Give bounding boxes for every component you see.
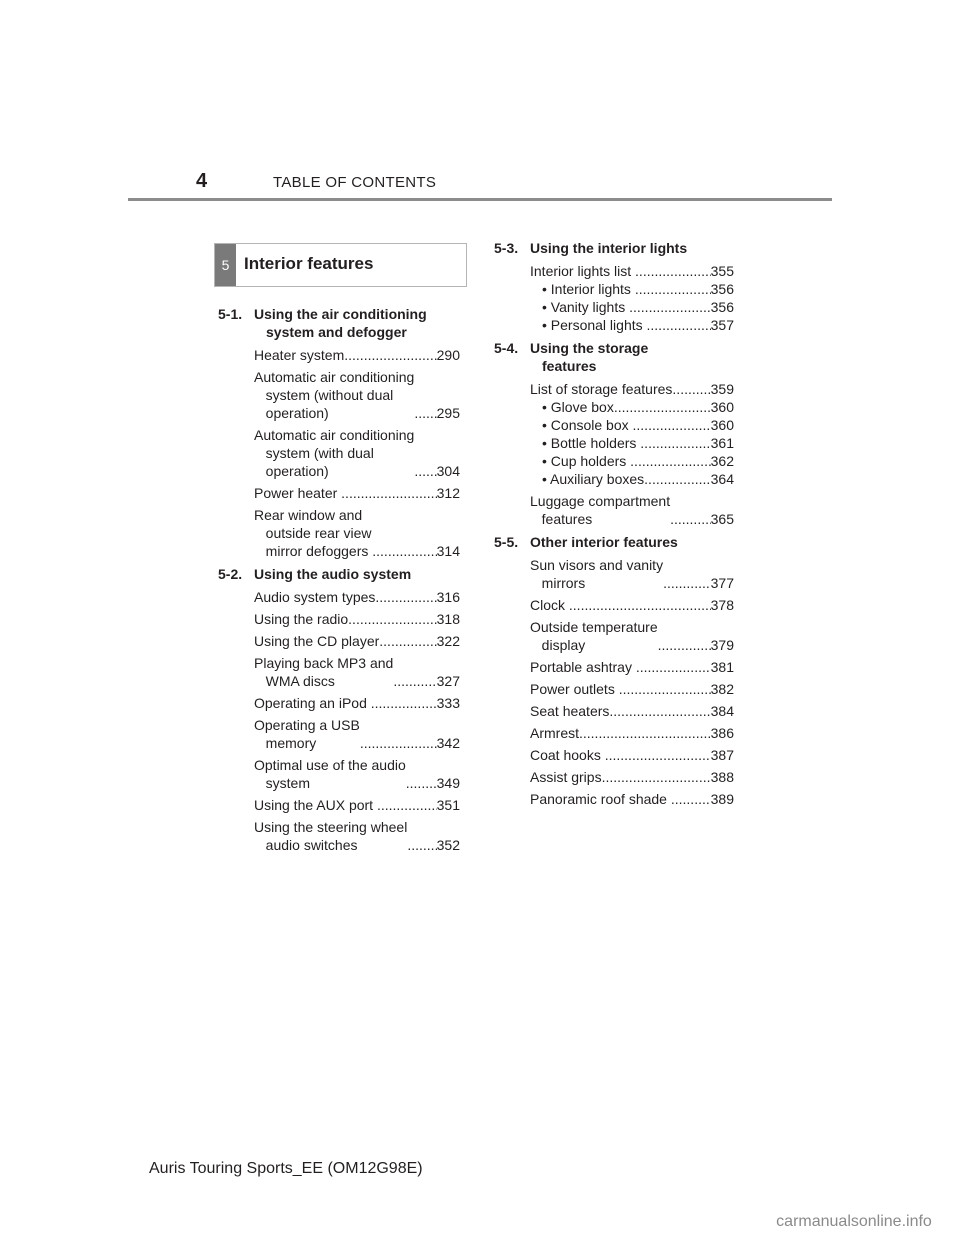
leader-dots	[371, 694, 437, 712]
toc-entry-text	[530, 596, 711, 614]
leader-dots	[414, 404, 436, 422]
toc-entry-label: Audio system types	[254, 589, 376, 605]
toc-entry-label: Seat heaters	[530, 703, 610, 719]
toc-entry[interactable]	[494, 492, 734, 528]
toc-sub-entry-text	[542, 316, 711, 334]
toc-section	[218, 565, 460, 854]
toc-sub-entry-label: • Auxiliary boxes	[542, 471, 645, 487]
toc-entry[interactable]	[218, 506, 460, 560]
toc-sub-entry-text	[542, 434, 711, 452]
toc-entry-page: 379	[710, 637, 734, 653]
leader-dots	[670, 510, 711, 528]
toc-entry[interactable]	[218, 818, 460, 854]
leader-dots	[640, 434, 710, 452]
toc-section	[218, 305, 460, 560]
toc-entry-page: 349	[436, 775, 460, 791]
toc-sub-entry-page: 361	[710, 435, 734, 451]
toc-entry-label: Automatic air conditioning system (with dual operation)	[254, 427, 415, 479]
leader-dots	[658, 636, 711, 654]
toc-entry-label: Operating an iPod	[254, 695, 371, 711]
toc-entry-text	[530, 380, 711, 398]
footer-model-text: Auris Touring Sports_EE (OM12G98E)	[149, 1160, 423, 1177]
page-header	[0, 0, 960, 210]
toc-entry-page: 359	[710, 381, 734, 397]
toc-entry[interactable]	[218, 610, 460, 628]
toc-sub-entry-page: 356	[710, 281, 734, 297]
toc-entry-text	[530, 492, 711, 528]
leader-dots	[630, 452, 710, 470]
toc-entry-text	[254, 756, 437, 792]
toc-entry-label: Power heater	[254, 485, 342, 501]
header-title: TABLE OF CONTENTS	[273, 174, 437, 191]
toc-entry-page: 333	[436, 695, 460, 711]
toc-section	[494, 339, 734, 528]
toc-entry-page: 351	[436, 797, 460, 813]
toc-section-title-line: features	[542, 358, 597, 374]
leader-dots	[647, 316, 711, 334]
leader-dots	[375, 588, 436, 606]
toc-sub-entry-label: • Console box	[542, 417, 633, 433]
toc-entry-page: 352	[436, 837, 460, 853]
toc-sub-entry-text	[542, 416, 711, 434]
toc-entry[interactable]	[218, 346, 460, 364]
toc-entry[interactable]	[218, 654, 460, 690]
toc-entry[interactable]	[494, 724, 734, 742]
toc-sub-entry-text	[542, 280, 711, 298]
toc-section-title-line: Using the interior lights	[530, 240, 688, 256]
toc-entry-label: Heater system	[254, 347, 345, 363]
toc-section-heading	[494, 239, 734, 257]
toc-entry-page: 327	[436, 673, 460, 689]
toc-sub-entry-label: • Bottle holders	[542, 435, 641, 451]
toc-entry-label: Panoramic roof shade	[530, 791, 671, 807]
toc-sub-entry-page: 364	[710, 471, 734, 487]
toc-entry-text	[254, 506, 437, 560]
toc-section-title	[530, 239, 734, 257]
toc-section-heading	[218, 305, 460, 341]
toc-sub-entry-page: 357	[710, 317, 734, 333]
leader-dots	[341, 484, 436, 502]
toc-sub-entry-page: 362	[710, 453, 734, 469]
leader-dots	[579, 724, 711, 742]
toc-entry-page: 304	[436, 463, 460, 479]
leader-dots	[605, 746, 711, 764]
toc-section-number: 5-1.	[218, 306, 243, 322]
toc-entry-label: Automatic air conditioning system (without dual operation)	[254, 369, 415, 421]
toc-entry-text	[530, 702, 711, 720]
toc-entry-page: 355	[710, 263, 734, 279]
toc-entry-label: Optimal use of the audio system	[254, 757, 406, 791]
leader-dots	[602, 768, 711, 786]
watermark-link[interactable]: carmanualsonline.info	[748, 1202, 960, 1242]
leader-dots	[619, 680, 711, 698]
toc-entry-page: 322	[436, 633, 460, 649]
toc-sub-entry[interactable]	[494, 316, 734, 334]
toc-entry-text	[254, 610, 437, 628]
toc-entry-text	[530, 618, 711, 654]
leader-dots	[393, 672, 436, 690]
toc-section-title	[530, 339, 734, 375]
toc-entry[interactable]	[218, 484, 460, 502]
toc-entry[interactable]	[218, 796, 460, 814]
toc-entry-page: 318	[436, 611, 460, 627]
toc-entry-page: 365	[710, 511, 734, 527]
toc-entry-label: Interior lights list	[530, 263, 636, 279]
toc-entry-label: Luggage compartment features	[530, 493, 671, 527]
toc-section-title-line: Using the storage	[530, 340, 649, 356]
toc-entry-page: 316	[436, 589, 460, 605]
toc-sub-entry-text	[542, 398, 711, 416]
section-heading-box	[214, 243, 467, 287]
toc-entry-text	[254, 484, 437, 502]
toc-sub-entry-text	[542, 470, 711, 488]
toc-entry-page: 382	[710, 681, 734, 697]
leader-dots	[635, 280, 711, 298]
toc-entry-text	[530, 768, 711, 786]
toc-entry-label: Using the radio	[254, 611, 349, 627]
toc-section-title	[530, 533, 734, 551]
leader-dots	[633, 416, 711, 434]
toc-entry-label: List of storage features	[530, 381, 673, 397]
toc-entry[interactable]	[494, 380, 734, 398]
page-number: 4	[196, 170, 208, 192]
toc-entry-text	[254, 346, 437, 364]
toc-entry-label: Armrest	[530, 725, 579, 741]
toc-section	[494, 533, 734, 808]
toc-entry-text	[254, 368, 437, 422]
leader-dots	[348, 610, 436, 628]
toc-section-title-line: Other interior features	[530, 534, 678, 550]
toc-entry-text	[530, 262, 711, 280]
toc-entry-label: Using the steering wheel audio switches	[254, 819, 408, 853]
toc-entry[interactable]	[218, 632, 460, 650]
toc-sub-entry-page: 356	[710, 299, 734, 315]
toc-entry-page: 290	[436, 347, 460, 363]
leader-dots	[609, 702, 710, 720]
toc-entry[interactable]	[494, 596, 734, 614]
leader-dots	[377, 796, 437, 814]
toc-entry-text	[254, 632, 437, 650]
toc-entry-text	[254, 818, 437, 854]
leader-dots	[407, 836, 436, 854]
toc-entry-page: 384	[710, 703, 734, 719]
toc-entry-page: 314	[436, 543, 460, 559]
leader-dots	[414, 462, 436, 480]
toc-entry[interactable]	[494, 556, 734, 592]
toc-section-number: 5-5.	[494, 534, 519, 550]
toc-section-heading	[494, 533, 734, 551]
toc-section-title	[254, 565, 460, 583]
toc-entry-text	[254, 694, 437, 712]
toc-sub-entry-label: • Glove box	[542, 399, 614, 415]
toc-entry-text	[530, 724, 711, 742]
section-title: Interior features	[244, 254, 374, 273]
toc-section-number: 5-3.	[494, 240, 519, 256]
toc-section-number: 5-4.	[494, 340, 519, 356]
toc-entry-text	[254, 426, 437, 480]
toc-sub-entry[interactable]	[494, 298, 734, 316]
toc-entry[interactable]	[494, 768, 734, 786]
toc-entry[interactable]	[218, 368, 460, 422]
toc-sub-entry-label: • Vanity lights	[542, 299, 630, 315]
toc-section	[494, 239, 734, 334]
toc-entry[interactable]	[494, 262, 734, 280]
toc-sub-entry[interactable]	[494, 416, 734, 434]
toc-entry[interactable]	[494, 658, 734, 676]
toc-entry-text	[254, 588, 437, 606]
toc-section-title	[254, 305, 460, 341]
toc-entry-text	[530, 680, 711, 698]
toc-entry-text	[530, 746, 711, 764]
toc-sub-entry[interactable]	[494, 398, 734, 416]
toc-section-title-line: Using the audio system	[254, 566, 412, 582]
toc-sub-entry-page: 360	[710, 399, 734, 415]
toc-entry-label: Sun visors and vanity mirrors	[530, 557, 664, 591]
toc-entry[interactable]	[494, 618, 734, 654]
toc-entry-text	[530, 556, 711, 592]
toc-entry-text	[254, 716, 437, 752]
toc-entry-label: Assist grips	[530, 769, 602, 785]
toc-sub-entry-label: • Cup holders	[542, 453, 631, 469]
toc-entry[interactable]	[494, 680, 734, 698]
toc-sub-entry-page: 360	[710, 417, 734, 433]
toc-entry-label: Outside temperature display	[530, 619, 658, 653]
section-number-tab: 5	[215, 244, 236, 286]
toc-sub-entry-text	[542, 298, 711, 316]
toc-left-column	[218, 305, 460, 859]
toc-entry[interactable]	[494, 702, 734, 720]
leader-dots	[671, 790, 711, 808]
leader-dots	[406, 774, 437, 792]
leader-dots	[629, 298, 711, 316]
toc-sub-entry-text	[542, 452, 711, 470]
leader-dots	[614, 398, 711, 416]
toc-entry-label: Rear window and outside rear view mirror defoggers	[254, 507, 372, 559]
toc-section-heading	[494, 339, 734, 375]
toc-entry[interactable]	[218, 426, 460, 480]
toc-right-column	[494, 239, 734, 813]
leader-dots	[569, 596, 711, 614]
toc-entry-page: 312	[436, 485, 460, 501]
toc-entry-page: 377	[710, 575, 734, 591]
toc-sub-entry[interactable]	[494, 434, 734, 452]
leader-dots	[379, 632, 436, 650]
toc-entry-page: 388	[710, 769, 734, 785]
header-divider	[128, 198, 832, 201]
leader-dots	[636, 658, 711, 676]
leader-dots	[644, 470, 710, 488]
toc-entry-text	[530, 658, 711, 676]
toc-entry-label: Power outlets	[530, 681, 619, 697]
leader-dots	[672, 380, 710, 398]
toc-section-title-line: system and defogger	[266, 324, 407, 340]
toc-entry-page: 381	[710, 659, 734, 675]
leader-dots	[372, 542, 436, 560]
toc-entry-page: 386	[710, 725, 734, 741]
toc-entry-label: Operating a USB memory	[254, 717, 360, 751]
toc-entry[interactable]	[494, 790, 734, 808]
leader-dots	[360, 734, 437, 752]
toc-entry[interactable]	[494, 746, 734, 764]
toc-sub-entry[interactable]	[494, 280, 734, 298]
toc-entry-label: Using the AUX port	[254, 797, 377, 813]
toc-section-title-line: Using the air conditioning	[254, 306, 427, 322]
toc-sub-entry-label: • Interior lights	[542, 281, 635, 297]
toc-entry[interactable]	[218, 588, 460, 606]
toc-section-heading	[218, 565, 460, 583]
toc-entry-label: Using the CD player	[254, 633, 380, 649]
toc-entry-page: 378	[710, 597, 734, 613]
toc-entry-text	[530, 790, 711, 808]
toc-section-number: 5-2.	[218, 566, 243, 582]
toc-sub-entry[interactable]	[494, 452, 734, 470]
toc-entry-label: Clock	[530, 597, 569, 613]
toc-entry-text	[254, 654, 437, 690]
toc-sub-entry[interactable]	[494, 470, 734, 488]
toc-entry-page: 387	[710, 747, 734, 763]
toc-entry-label: Portable ashtray	[530, 659, 636, 675]
leader-dots	[344, 346, 436, 364]
leader-dots	[663, 574, 711, 592]
toc-entry-label: Coat hooks	[530, 747, 605, 763]
toc-entry[interactable]	[218, 716, 460, 752]
toc-entry-text	[254, 796, 437, 814]
leader-dots	[635, 262, 711, 280]
toc-entry[interactable]	[218, 694, 460, 712]
toc-entry-page: 342	[436, 735, 460, 751]
toc-entry-label: Playing back MP3 and WMA discs	[254, 655, 394, 689]
toc-entry-page: 295	[436, 405, 460, 421]
toc-sub-entry-label: • Personal lights	[542, 317, 647, 333]
toc-entry-page: 389	[710, 791, 734, 807]
toc-entry[interactable]	[218, 756, 460, 792]
